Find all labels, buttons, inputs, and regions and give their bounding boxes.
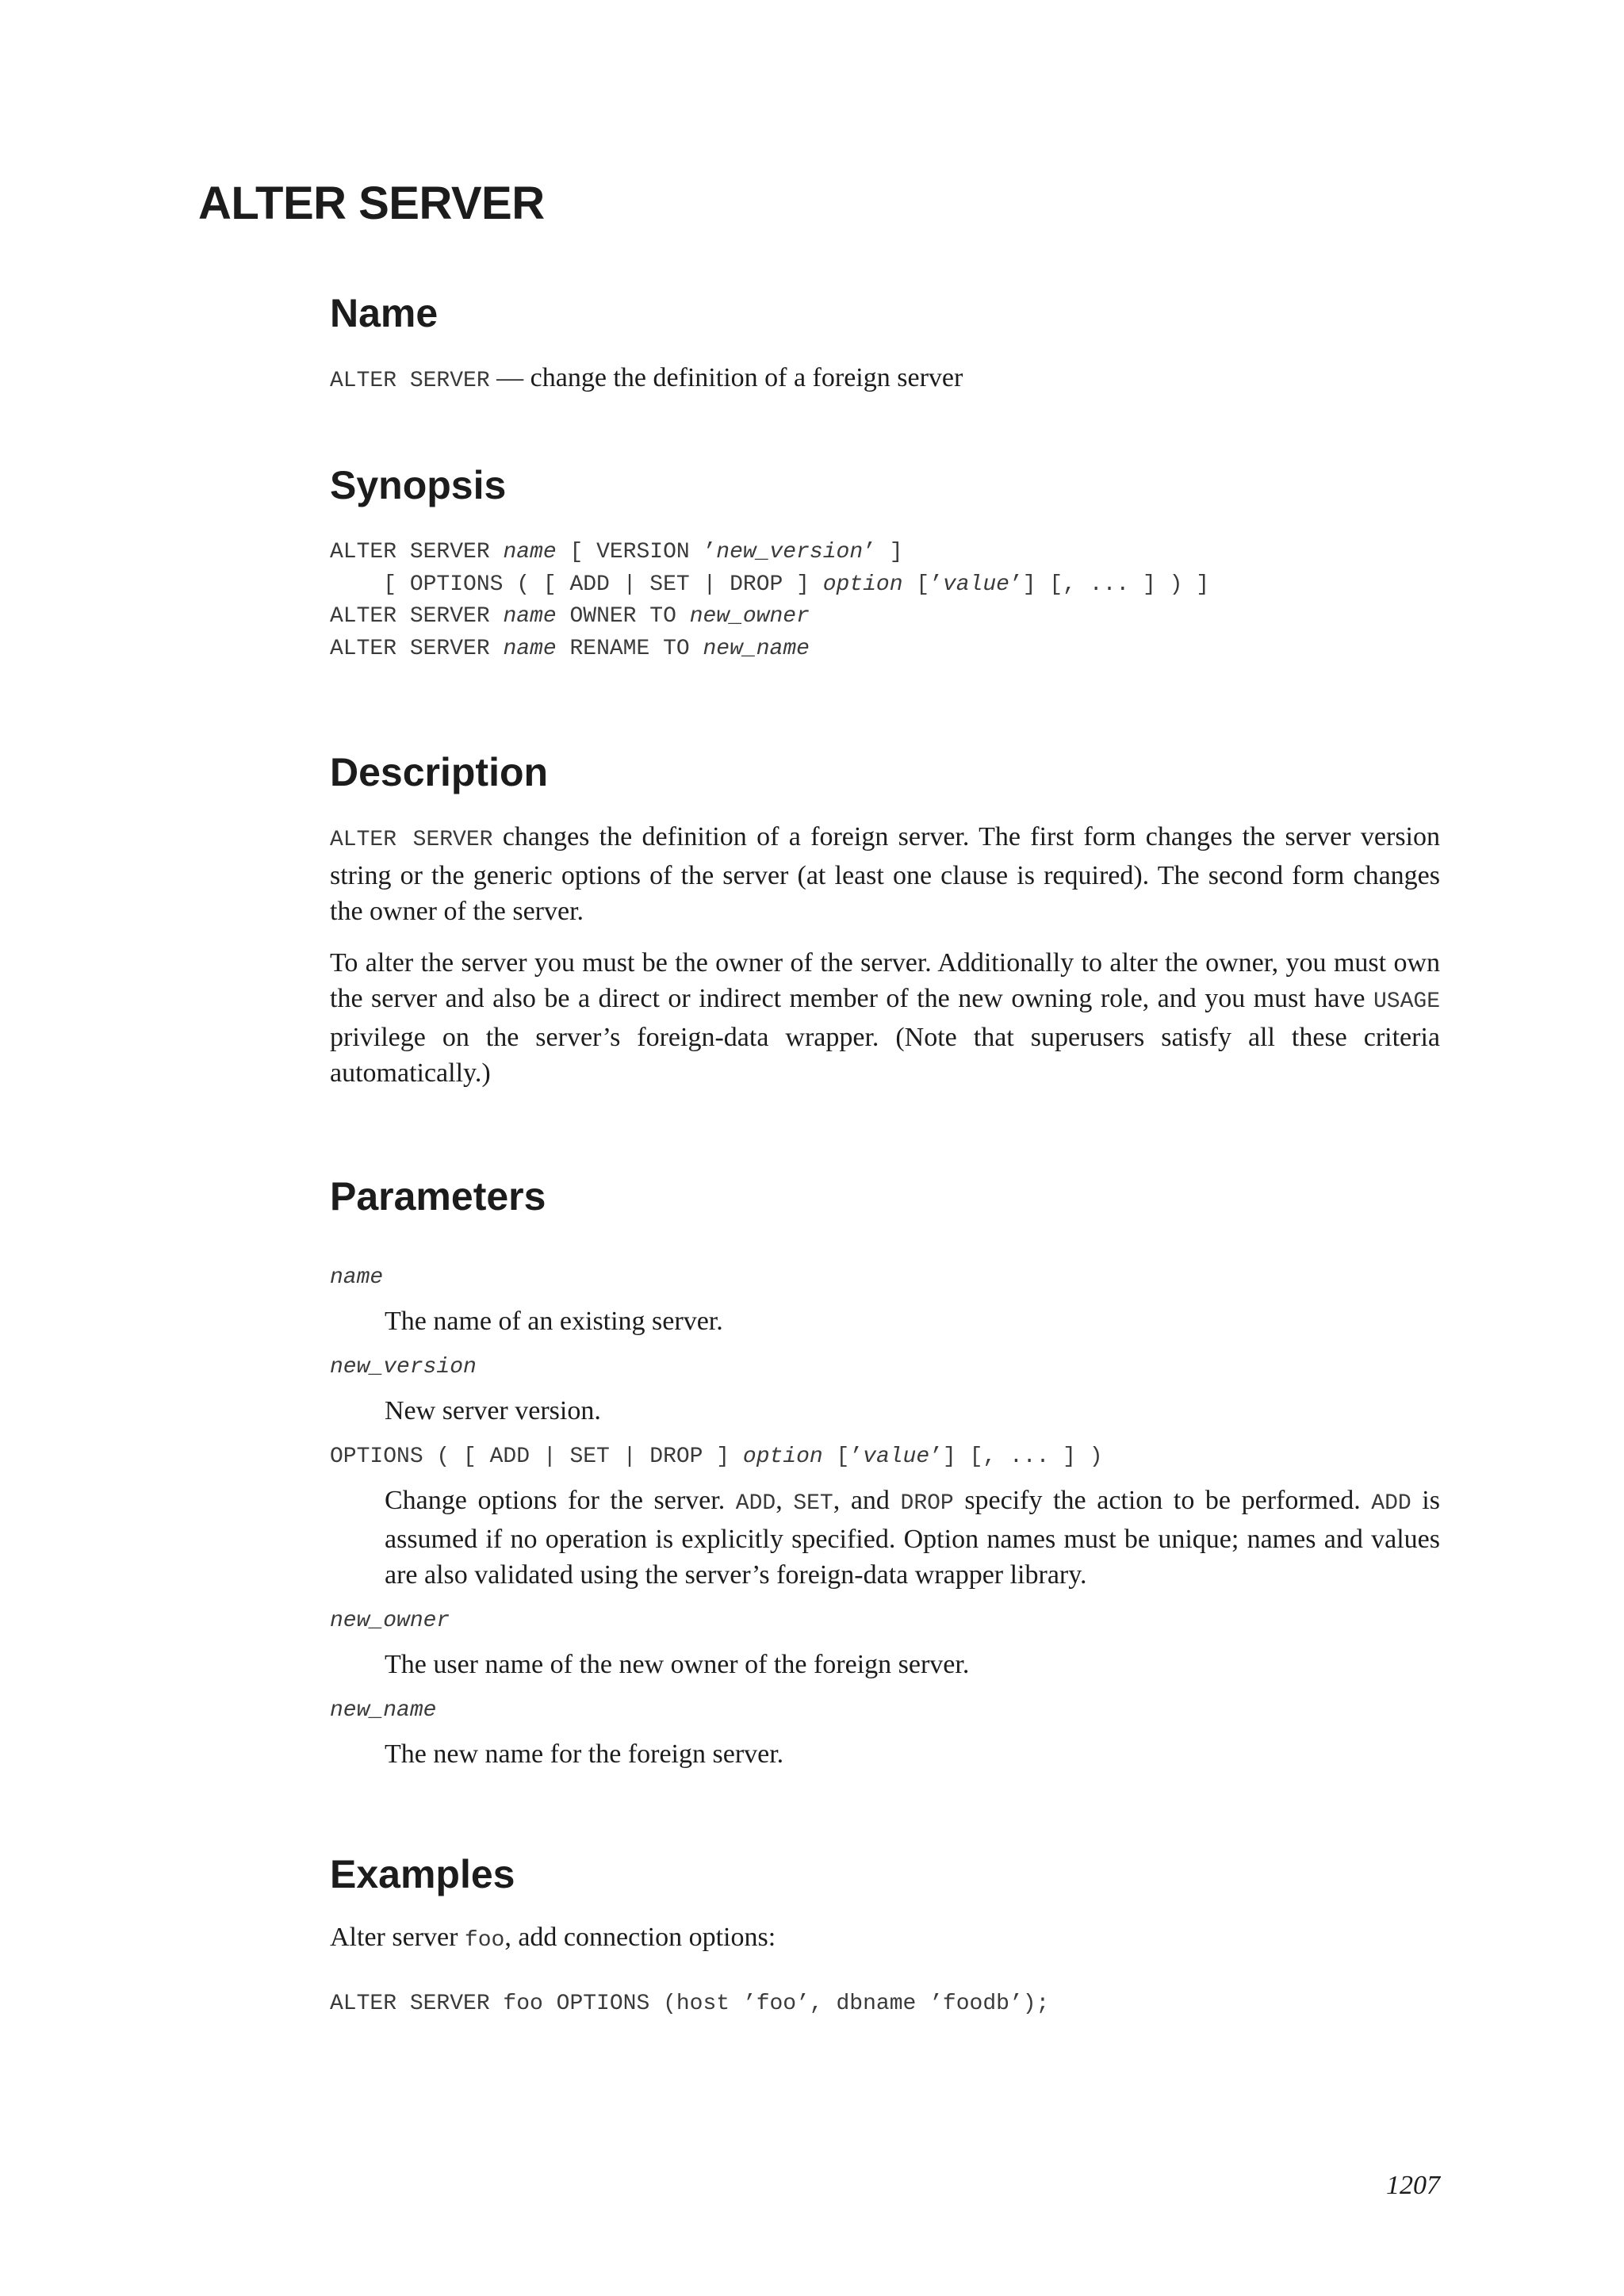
parameters-section [330,1174,1440,1772]
synopsis-line: ALTER SERVER name OWNER TO new_owner [330,604,810,629]
page-title: ALTER SERVER [198,178,545,229]
parameter-description: New server version. [385,1396,601,1425]
parameter-list [330,1262,1440,1772]
inline-code: foo [464,1928,505,1953]
refentry-content [330,293,1440,2020]
inline-code: SET [793,1491,833,1516]
inline-code: ADD [1371,1491,1411,1516]
synopsis-line: ALTER SERVER name [ VERSION ’new_version’ ] [330,540,903,564]
parameter-term: new_version [330,1355,477,1380]
example-code-block: ALTER SERVER foo OPTIONS (host ’foo’, dbname ’foodb’); [330,1992,1050,2016]
parameter-term: OPTIONS ( [ ADD | SET | DROP ] option [’value’] [, ... ] ) [330,1445,1103,1469]
description-section [330,752,1440,1091]
inline-code: ALTER SERVER [330,828,493,852]
inline-code: ADD [735,1491,776,1516]
parameter-description: The new name for the foreign server. [385,1739,784,1769]
examples-section [330,1854,1440,2020]
page-number: 1207 [1386,2171,1440,2200]
name-section [330,293,1440,399]
parameter-term: name [330,1265,384,1290]
name-summary [330,360,1440,399]
example-intro: Alter server foo, add connection options: [330,1923,776,1953]
parameters-heading: Parameters [330,1174,546,1219]
description-paragraph: To alter the server you must be the owner of the server. Additionally to alter the owner, you must own the server and also be a direct or indirect member of the new owning role, and you must have USAGE privilege on the server’s foreign-data wrapper. (Note that superusers satisfy all these criteria automatically.) [330,948,1440,1088]
parameter-description: The name of an existing server. [385,1307,723,1336]
parameter-term: new_owner [330,1609,450,1633]
synopsis-line: ALTER SERVER name RENAME TO new_name [330,636,810,661]
synopsis-section [330,465,1440,665]
description-paragraph: ALTER SERVER changes the definition of a foreign server. The first form changes the server version string or the generic options of the server (at least one clause is required). The second form changes the owner of the server. [330,822,1441,926]
synopsis-line: [ OPTIONS ( [ ADD | SET | DROP ] option [’value’] [, ... ] ) ] [330,572,1210,597]
synopsis-block [330,537,1440,665]
examples-heading: Examples [330,1852,515,1896]
synopsis-heading: Synopsis [330,463,507,507]
command-purpose: — change the definition of a foreign server [489,363,963,392]
description-heading: Description [330,750,549,794]
inline-code: USAGE [1373,989,1440,1014]
name-heading: Name [330,291,439,335]
parameter-term: new_name [330,1698,437,1723]
parameter-description: Change options for the server. ADD, SET, and DROP specify the action to be performed. ADD is assumed if no operation is explicitly specified. Option names must be unique; names and values are also validated using the server’s foreign-data wrapper library. [385,1486,1440,1590]
command-name: ALTER SERVER [330,369,490,393]
parameter-description: The user name of the new owner of the foreign server. [385,1650,970,1679]
inline-code: DROP [900,1491,954,1516]
